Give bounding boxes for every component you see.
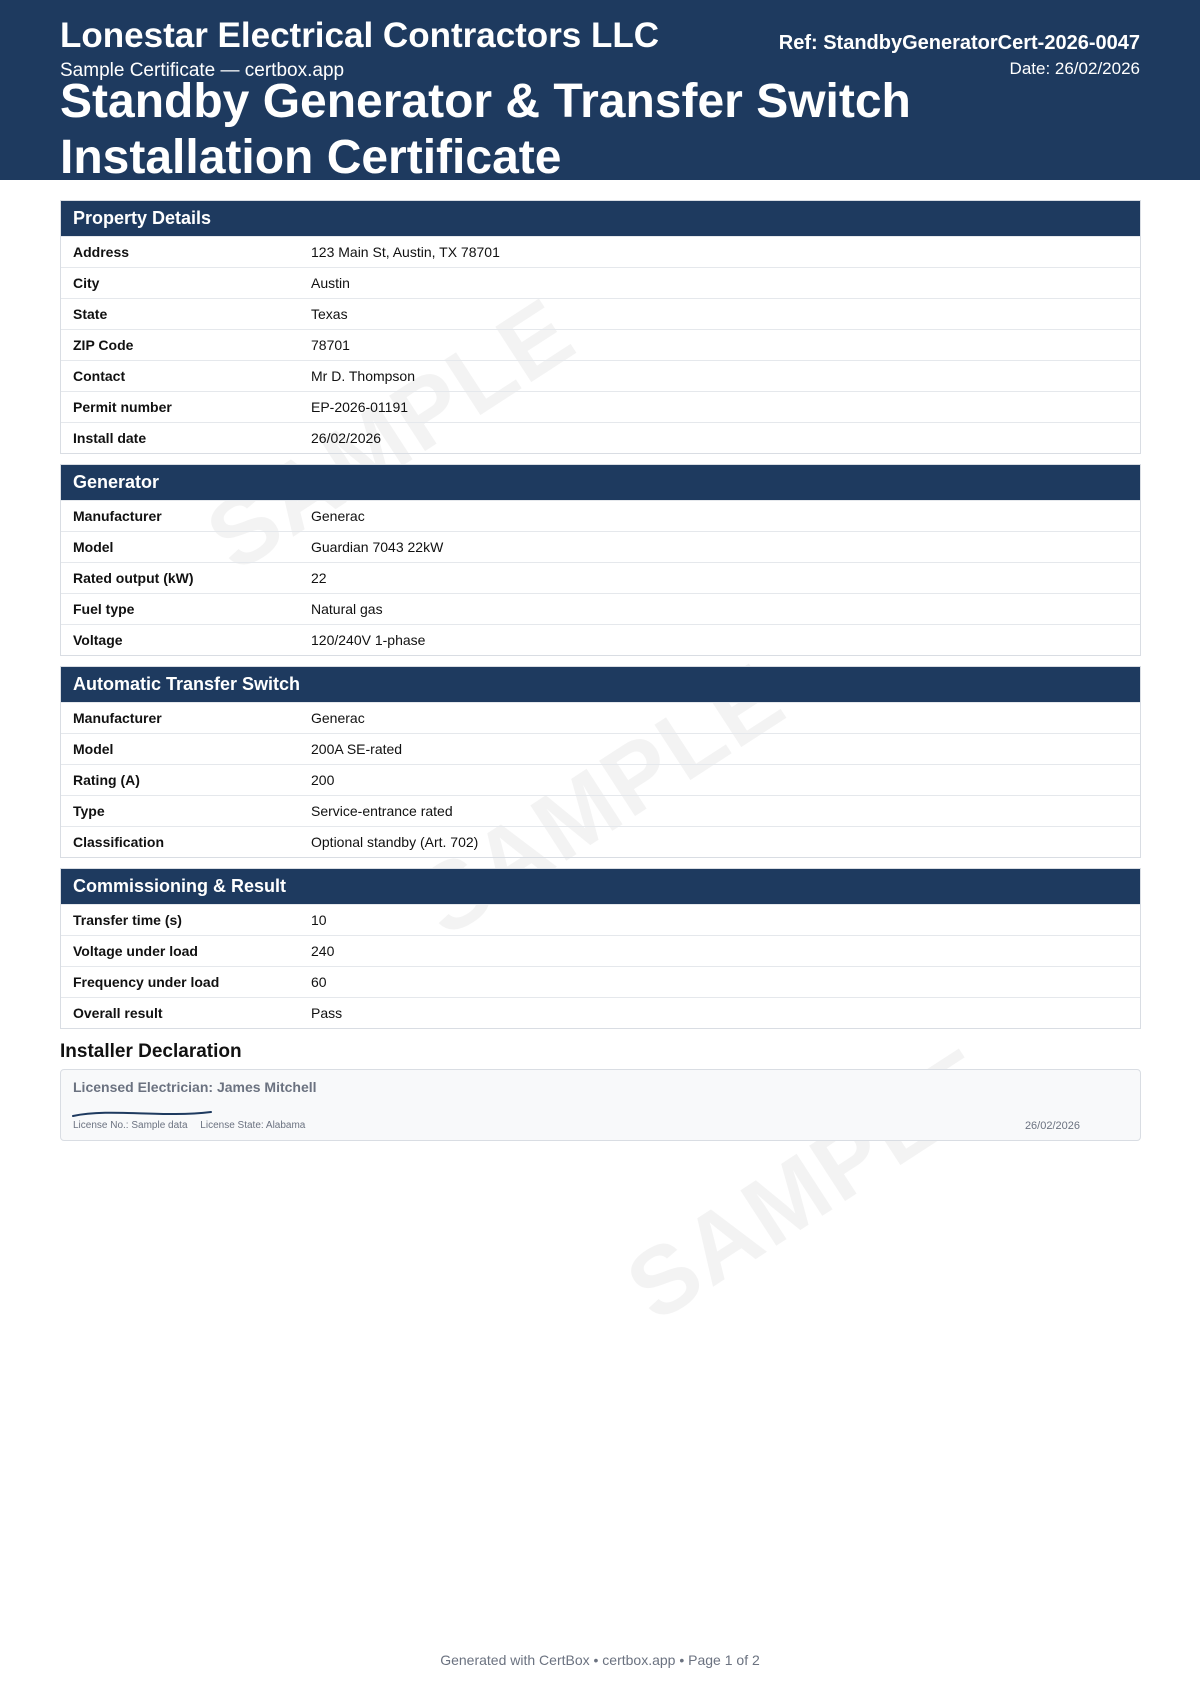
- certificate-date: Date: 26/02/2026: [1009, 59, 1140, 78]
- electrician-name: Licensed Electrician: James Mitchell: [73, 1079, 317, 1095]
- row-value: Austin: [311, 275, 350, 291]
- row-label: Frequency under load: [73, 974, 220, 990]
- row-label: Manufacturer: [73, 508, 162, 524]
- declaration-date: 26/02/2026: [1024, 1120, 1080, 1132]
- row-value: Guardian 7043 22kW: [311, 539, 444, 555]
- row-label: ZIP Code: [73, 337, 134, 353]
- row-value: Pass: [311, 1005, 343, 1021]
- table-row: [61, 935, 1140, 966]
- table-row: [61, 764, 1140, 795]
- row-label: Voltage under load: [73, 943, 198, 959]
- row-label: Install date: [73, 430, 147, 446]
- row-label: Rating (A): [73, 772, 140, 788]
- row-label: City: [73, 275, 100, 291]
- row-value: 200A SE-rated: [311, 741, 403, 757]
- row-label: Model: [73, 741, 114, 757]
- table-row: [61, 298, 1140, 329]
- table-row: [61, 562, 1140, 593]
- table-row: [61, 531, 1140, 562]
- table-row: [61, 360, 1140, 391]
- row-value: Mr D. Thompson: [311, 368, 415, 384]
- certificate-ref: Ref: StandbyGeneratorCert-2026-0047: [778, 32, 1140, 54]
- section: [60, 868, 1141, 1029]
- table-row: [61, 826, 1140, 857]
- declaration-title: Installer Declaration: [60, 1041, 242, 1062]
- signature-stroke: [71, 1106, 213, 1120]
- row-value: Optional standby (Art. 702): [311, 834, 479, 850]
- license-info: [73, 1120, 315, 1131]
- row-label: Transfer time (s): [73, 912, 182, 928]
- row-value: Natural gas: [311, 601, 383, 617]
- row-value: 240: [311, 943, 335, 959]
- row-label: Overall result: [73, 1005, 163, 1021]
- row-value: 123 Main St, Austin, TX 78701: [311, 244, 500, 260]
- table-row: [61, 966, 1140, 997]
- row-value: 26/02/2026: [311, 430, 382, 446]
- page-footer: Generated with CertBox • certbox.app • Page 1 of 2: [440, 1652, 760, 1668]
- table-row: [61, 624, 1140, 655]
- row-label: Manufacturer: [73, 710, 162, 726]
- row-label: Contact: [73, 368, 126, 384]
- sections-container: [60, 200, 1141, 1029]
- row-value: Service-entrance rated: [311, 803, 453, 819]
- row-value: 78701: [311, 337, 350, 353]
- table-row: [61, 236, 1140, 267]
- row-value: 120/240V 1-phase: [311, 632, 426, 648]
- section-header: Generator: [61, 465, 1140, 500]
- table-row: [61, 391, 1140, 422]
- row-label: Fuel type: [73, 601, 135, 617]
- certificate-header: [0, 0, 1200, 184]
- row-label: Permit number: [73, 399, 172, 415]
- row-label: Voltage: [73, 632, 123, 648]
- certificate-subtitle: Sample Certificate — certbox.app: [60, 60, 345, 81]
- table-row: [61, 795, 1140, 826]
- certificate-body: [60, 200, 1141, 1141]
- section: [60, 464, 1141, 656]
- row-value: 10: [311, 912, 327, 928]
- row-value: Generac: [311, 508, 365, 524]
- row-label: Type: [73, 803, 105, 819]
- license-state: License State: Alabama: [200, 1120, 306, 1131]
- table-row: [61, 997, 1140, 1028]
- company-name: Lonestar Electrical Contractors LLC: [60, 16, 660, 55]
- license-number: License No.: Sample data: [73, 1120, 188, 1131]
- row-label: Rated output (kW): [73, 570, 194, 586]
- section: [60, 200, 1141, 454]
- row-label: State: [73, 306, 108, 322]
- table-row: [61, 593, 1140, 624]
- table-row: [61, 702, 1140, 733]
- table-row: [61, 422, 1140, 453]
- row-value: 22: [311, 570, 327, 586]
- row-value: Texas: [311, 306, 348, 322]
- certificate-title: Standby Generator & Transfer Switch Installation Certificate: [60, 75, 911, 184]
- declaration-box: [60, 1069, 1141, 1141]
- table-row: [61, 904, 1140, 935]
- section: [60, 666, 1141, 858]
- table-row: [61, 500, 1140, 531]
- row-label: Classification: [73, 834, 165, 850]
- table-row: [61, 733, 1140, 764]
- row-value: 200: [311, 772, 335, 788]
- row-label: Model: [73, 539, 114, 555]
- section-header: Commissioning & Result: [61, 869, 1140, 904]
- table-row: [61, 329, 1140, 360]
- row-value: 60: [311, 974, 327, 990]
- section-header: Automatic Transfer Switch: [61, 667, 1140, 702]
- section-header: Property Details: [61, 201, 1140, 236]
- table-row: [61, 267, 1140, 298]
- row-value: EP-2026-01191: [311, 399, 409, 415]
- row-value: Generac: [311, 710, 365, 726]
- row-label: Address: [73, 244, 130, 260]
